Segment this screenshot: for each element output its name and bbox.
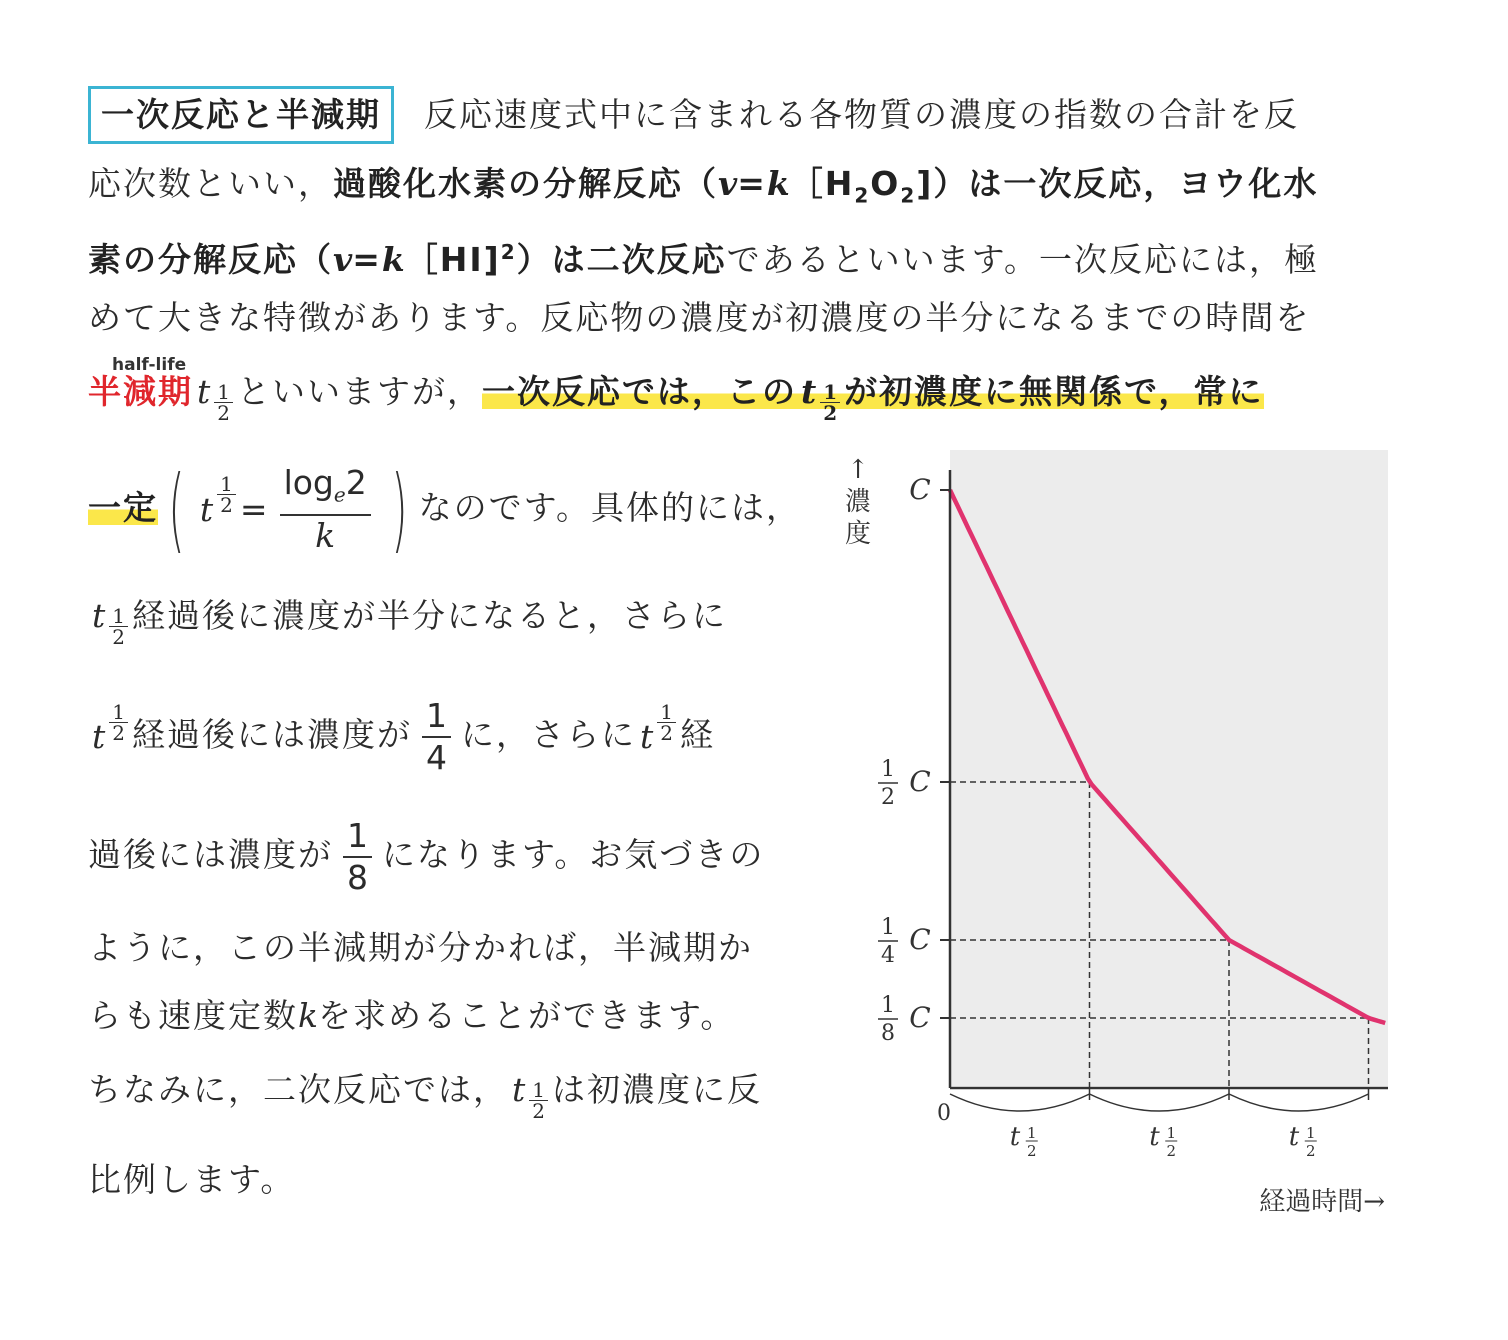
fraction-quarter: $\frac{1}{4}$ <box>422 696 451 778</box>
y-fraction-numerator: 1 <box>881 757 895 782</box>
x-tick-fraction-den: 2 <box>1026 1142 1037 1160</box>
y-fraction-numerator: 1 <box>881 993 895 1018</box>
line-2: 応次数といい，過酸化水素の分解反応$(v=k[H_2O_2]$）は一次反応，ヨウ化水 <box>88 164 1319 208</box>
x-tick-label: t <box>1288 1122 1300 1152</box>
half-life-formula: $\frac{\log_e2}{k}$ <box>280 463 371 557</box>
y-tick-label: C <box>909 473 931 506</box>
line-13: 比例します。 <box>88 1160 296 1199</box>
section-heading: 一次反応と半減期 <box>88 86 394 144</box>
y-axis-label <box>845 455 871 549</box>
x-tick-label: t <box>1149 1122 1160 1152</box>
line-4: めて大きな特徴があります。反応物の濃度が初濃度の半分になるまでの時間を <box>88 298 1311 337</box>
x-tick-fraction-num: 1 <box>1166 1124 1177 1142</box>
highlight-statement: 一次反応では，この t 1 2 が初濃度に無関係で，常に <box>482 372 1264 425</box>
t-half: t 1 2 <box>197 372 233 423</box>
interval-brace <box>1090 1094 1230 1111</box>
highlight-constant: 一定 <box>88 488 158 527</box>
emphasis-hi: 素の分解反応（v=k［HI]$^2$）は二次反応 <box>88 240 727 279</box>
line-11: らも速度定数kを求めることができます。 <box>88 996 736 1035</box>
fraction-eighth: $\frac{1}{8}$ <box>343 816 372 898</box>
line-9: 過後には濃度が $\frac{1}{8}$ になります。お気づきの <box>88 815 765 897</box>
y-tick-label: C <box>909 923 931 956</box>
y-fraction-denominator: 2 <box>881 785 895 810</box>
interval-brace <box>1229 1094 1369 1111</box>
x-tick-fraction-num: 1 <box>1305 1124 1316 1142</box>
line-12: ちなみに，二次反応では， t 1 2 は初濃度に反 <box>88 1070 762 1123</box>
line-3: 素の分解反応（v=k［HI]$^2$）は二次反応であるといいます。一次反応には，極 <box>88 240 1319 279</box>
svg-text:↑: ↑ <box>847 455 869 485</box>
line-5: 半減期 t 1 2 といいますが，一次反応では，この t 1 2 が初濃度に無関係で，常に <box>88 372 1264 425</box>
origin-label: 0 <box>937 1101 951 1126</box>
line-10: ように，この半減期が分かれば，半減期か <box>88 928 753 967</box>
x-tick-fraction-den: 2 <box>1305 1142 1316 1160</box>
y-tick-label: C <box>909 1001 931 1034</box>
y-tick-label: C <box>909 765 931 798</box>
y-fraction-denominator: 4 <box>881 943 895 968</box>
svg-text:度: 度 <box>844 519 872 549</box>
x-axis-label: 経過時間→ <box>1259 1187 1385 1217</box>
line-6: 一定 ( t 1 2 = $\frac{\log_e2}{k}$ ) なのです。具体的には， <box>88 455 801 563</box>
line-7: t 1 2 経過後に濃度が半分になると，さらに <box>92 596 727 649</box>
x-tick-label: t <box>1009 1122 1021 1152</box>
x-tick-fraction-num: 1 <box>1026 1124 1037 1142</box>
interval-brace <box>950 1094 1090 1111</box>
y-fraction-numerator: 1 <box>881 915 895 940</box>
term-half-life: 半減期 <box>88 372 193 411</box>
x-tick-fraction-den: 2 <box>1166 1142 1177 1160</box>
svg-text:濃: 濃 <box>844 487 872 517</box>
line-8: t 1 2 経過後には濃度が $\frac{1}{4}$ に，さらに t 1 2 経 <box>92 695 715 777</box>
ruby-half-life: half-life <box>112 355 187 375</box>
y-fraction-denominator: 8 <box>881 1021 895 1046</box>
emphasis-h2o2: 過酸化水素の分解反応$(v=k[H_2O_2]$）は一次反応，ヨウ化水 <box>333 164 1319 208</box>
line-1: 一次反応と半減期 反応速度式中に含まれる各物質の濃度の指数の合計を反 <box>88 86 1299 144</box>
